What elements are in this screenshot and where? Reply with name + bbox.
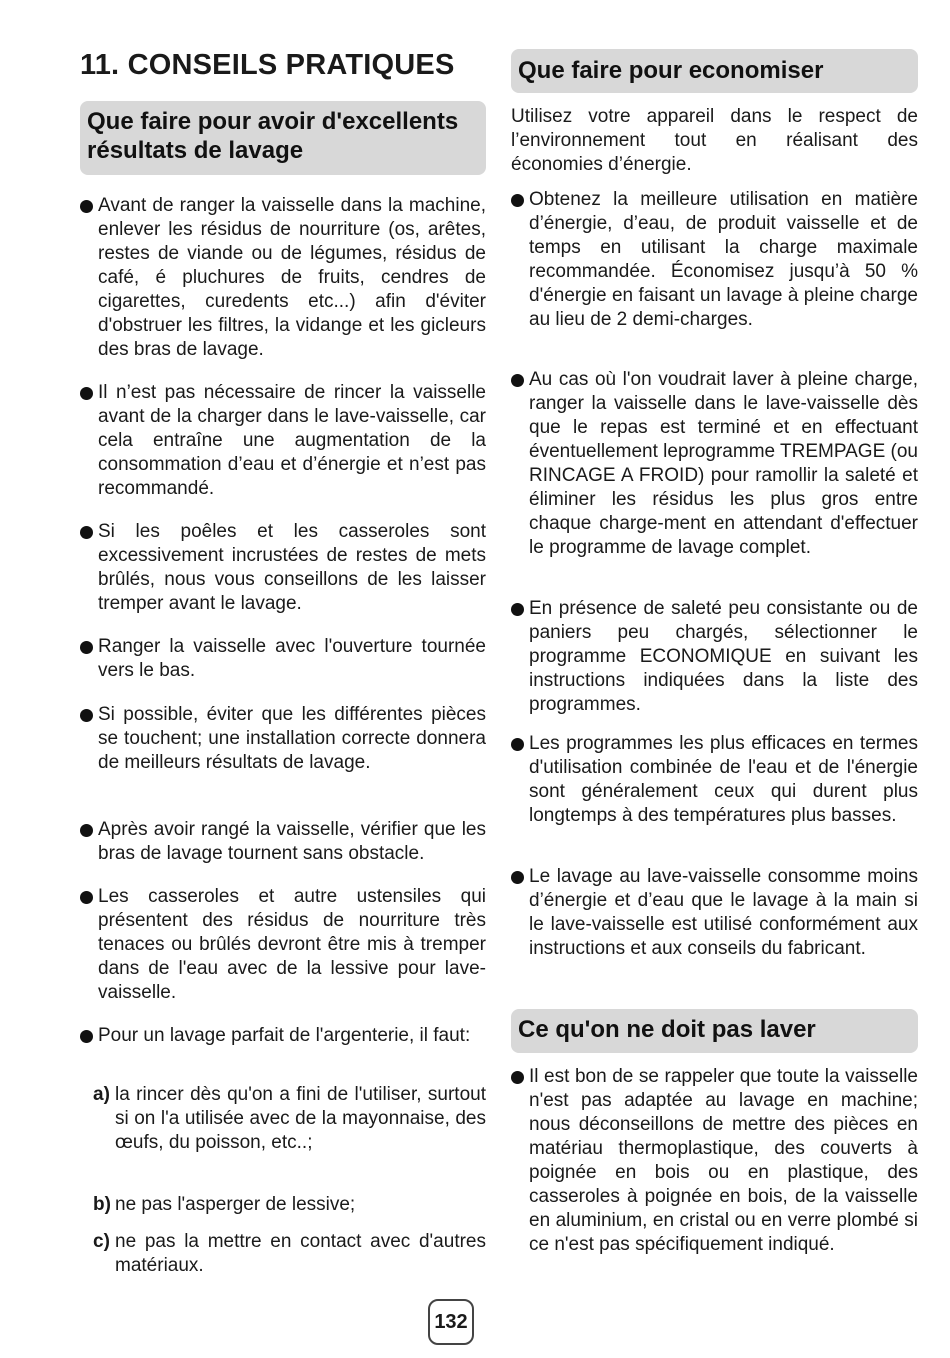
bullet-icon [80, 709, 93, 722]
section-heading-text: Que faire pour economiser [518, 57, 824, 84]
list-item-text: Ranger la vaisselle avec l'ouverture tournée vers le bas. [98, 636, 486, 681]
bullet-icon [80, 824, 93, 837]
list-item-text: Si les poêles et les casseroles sont excessivement incrustées de restes de mets brûlés, nous vous conseillons de les laisser tremper avant le lavage. [98, 521, 486, 614]
sub-list-label: a) [93, 1084, 110, 1105]
list-item-text: Au cas où l'on voudrait laver à pleine charge, ranger la vaisselle dans le lave-vaisselle dès que le repas est terminé et en effectuant éventuellement leprogramme TREMPAGE (ou RINCAGE A FROID) pour ramollir la saleté et éliminer les résidus les plus gros entre chaque charge-ment en attendant d'effectuer le programme de lavage complet. [529, 369, 918, 558]
list-item-text: Après avoir rangé la vaisselle, vérifier que les bras de lavage tournent sans obstacle. [98, 819, 486, 864]
bullet-icon [511, 374, 524, 387]
sub-list-label: c) [93, 1231, 110, 1252]
list-item-text: Il n’est pas nécessaire de rincer la vaisselle avant de la charger dans le lave-vaisselle, car cela entraîne une augmentation de la consommation d’eau et d’énergie et n’est pas recommandé. [98, 382, 486, 499]
list-item-text: En présence de saleté peu consistante ou de paniers peu chargés, sélectionner le programme ECONOMIQUE en suivant les instructions indiquées dans la liste des programmes. [529, 598, 918, 715]
sub-list-label: b) [93, 1194, 111, 1215]
section-heading-text: Ce qu'on ne doit pas laver [518, 1016, 816, 1043]
section-heading-text: Que faire pour avoir d'excellents résultats de lavage [87, 108, 459, 164]
bullet-icon [80, 891, 93, 904]
list-item-text: Obtenez la meilleure utilisation en matière d’énergie, d’eau, de produit vaisselle et de temps en utilisant la charge maximale recommandée. Économisez jusqu’à 50 % d'énergie en faisant un lavage à pleine charge au lieu de 2 demi-charges. [529, 189, 918, 330]
sub-list-text: ne pas l'asperger de lessive; [115, 1194, 356, 1215]
section-heading-do-not-wash [511, 1009, 918, 1053]
page-number: 132 [428, 1299, 474, 1345]
list-item-text: Il est bon de se rappeler que toute la vaisselle n'est pas adaptée au lavage en machine; nous déconseillons de mettre des pièces en matériau thermoplastique, des couverts à poignée en bois ou en plastique, des casseroles à poignée en bois, de la vaisselle en aluminium, en cristal ou en verre plombé si ce n'est pas spécifiquement indiqué. [529, 1066, 918, 1255]
chapter-title: 11. CONSEILS PRATIQUES [80, 49, 455, 81]
list-item-text: Pour un lavage parfait de l'argenterie, il faut: [98, 1025, 471, 1046]
bullet-icon [80, 641, 93, 654]
bullet-icon [511, 603, 524, 616]
sub-list-text: la rincer dès qu'on a fini de l'utiliser, surtout si on l'a utilisée avec de la mayonnaise, des œufs, du poisson, etc..; [115, 1084, 486, 1153]
section-heading-economize [511, 49, 918, 93]
list-item-text: Les programmes les plus efficaces en termes d'utilisation combinée de l'eau et de l'énergie sont généralement ceux qui durent plus longtemps à des températures plus basses. [529, 733, 918, 826]
list-item-text: Avant de ranger la vaisselle dans la machine, enlever les résidus de nourriture (os, arêtes, restes de viande ou de légumes, résidus de café, é pluchures de fruits, cendres de cigarettes, curedents etc...) afin d'éviter d'obstruer les filtres, la vidange et les gicleurs des bras de lavage. [98, 195, 486, 360]
bullet-icon [511, 194, 524, 207]
bullet-icon [80, 1030, 93, 1043]
list-item-text: Le lavage au lave-vaisselle consomme moins d’énergie et d’eau que le lavage à la main si le lave-vaisselle est utilisé conformément aux instructions et aux conseils du fabricant. [529, 866, 918, 959]
list-item-text: Si possible, éviter que les différentes pièces se touchent; une installation correcte donnera de meilleurs résultats de lavage. [98, 704, 486, 773]
sub-list-text: ne pas la mettre en contact avec d'autres matériaux. [115, 1231, 486, 1276]
bullet-icon [511, 738, 524, 751]
bullet-icon [511, 871, 524, 884]
bullet-icon [511, 1071, 524, 1084]
section-heading-excellent-results [80, 101, 486, 175]
intro-paragraph: Utilisez votre appareil dans le respect de l’environnement tout en réalisant des économies d’énergie. [511, 106, 918, 175]
bullet-icon [80, 200, 93, 213]
list-item-text: Les casseroles et autre ustensiles qui présentent des résidus de nourriture très tenaces ou brûlés devront être mis à tremper dans de l'eau avec de la lessive pour lave-vaisselle. [98, 886, 486, 1003]
bullet-icon [80, 387, 93, 400]
bullet-icon [80, 526, 93, 539]
